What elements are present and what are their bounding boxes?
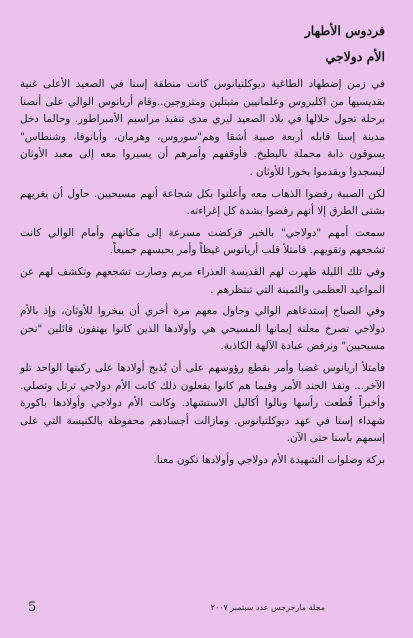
page-footer [28, 600, 385, 615]
document-title: فردوس الأطهار [304, 23, 385, 38]
paragraph-2: لكن الصبية رفضوا الذهاب معه وأعلنوا بكل شجاعة أنهم مسيحيين. حاول أن يغريهم بشتى الطرق إلا أنهم رفضوا بشدة كل إغراءته. [20, 187, 385, 218]
document-subtitle: الأم دولاجي [325, 49, 385, 64]
document-body [20, 76, 385, 469]
paragraph-4: وفي تلك الليلة ظهرت لهم القديسة العذراء مريم وصارت تشجعهم وتكشف لهم عن المواعيد العظمى والثمينة التي تنتظرهم . [20, 265, 385, 296]
paragraph-7: بركة وصلوات الشهيدة الأم دولاجي وأولادها تكون معنا. [153, 453, 385, 466]
footer-note: مجلة مارجرجس عدد سبتمبر ٢٠٠٧ [210, 603, 325, 612]
paragraph-3: سمعت أمهم "دولاجي" بالخبر فركضت مسرعة إلى مكانهم وأمام الوالي كانت تشجعهم وتقويهم. فامتلأ قلب أريانوس غيظاً وأمر بحبسهم جميعاً. [20, 226, 385, 257]
page-number: 5 [28, 600, 37, 615]
paragraph-5: وفي الصباح إستدعاهم الوالي وحاول معهم مرة أخري أن يبخروا للأوثان، وإذ بالأم دولاجي تصرخ معلنة إيمانها المسيحي هي وأولادها الذين كانوا يهتفون قائلين "نحن مسيحيين" ونرفض عبادة الآلهة الكاذبة. [20, 305, 385, 353]
paragraph-1: في زمن إضطهاد الطاغية ديوكلتيانوس كانت منطقة إسنا في الصعيد الأعلى غنية بقديسيها من اكليروس وعلمانيين متبتلين ومتزوجين..وقام أريانوس الوالي على أنصنا برحلة تجول خلالها في بلاد الصعيد ليري مدى تنفيذ مراسيم الأمبراطور. وحالما دخل مدينة إسنا قابله أربعة صبية أشقا وهم"سوروس، وهرمان، وأبانوفا، وشنطاس" يسوقون دابة محملة بالبطيخ. فأوقفهم وأمرهم أن يسيروا معه إلى معبد الأوثان ليسجدوا ويقدموا بخورا للأوثان . [20, 78, 385, 178]
paragraph-6: فامتلأ اريانوس غضبا وأمر بقطع رؤوسهم على أن يُذبح أولادها على ركبتها الواحد تلو الآخر... ونفذ الجند الأمر وفيما هم كانوا يفعلون ذلك كانت الأم دولاجي ترتل وتصلي. وأخيراً قُطعت رأسها ونالوا أكاليل الاستشهاد. وكانت الأم دولاجي وأولادها باكورة شهداء إسنا في عهد ديوكلتيانوس. ومازالت أجسادهم محفوظة بالكنيسة التي على إسمهم باسنا حتى الآن. [20, 361, 385, 445]
